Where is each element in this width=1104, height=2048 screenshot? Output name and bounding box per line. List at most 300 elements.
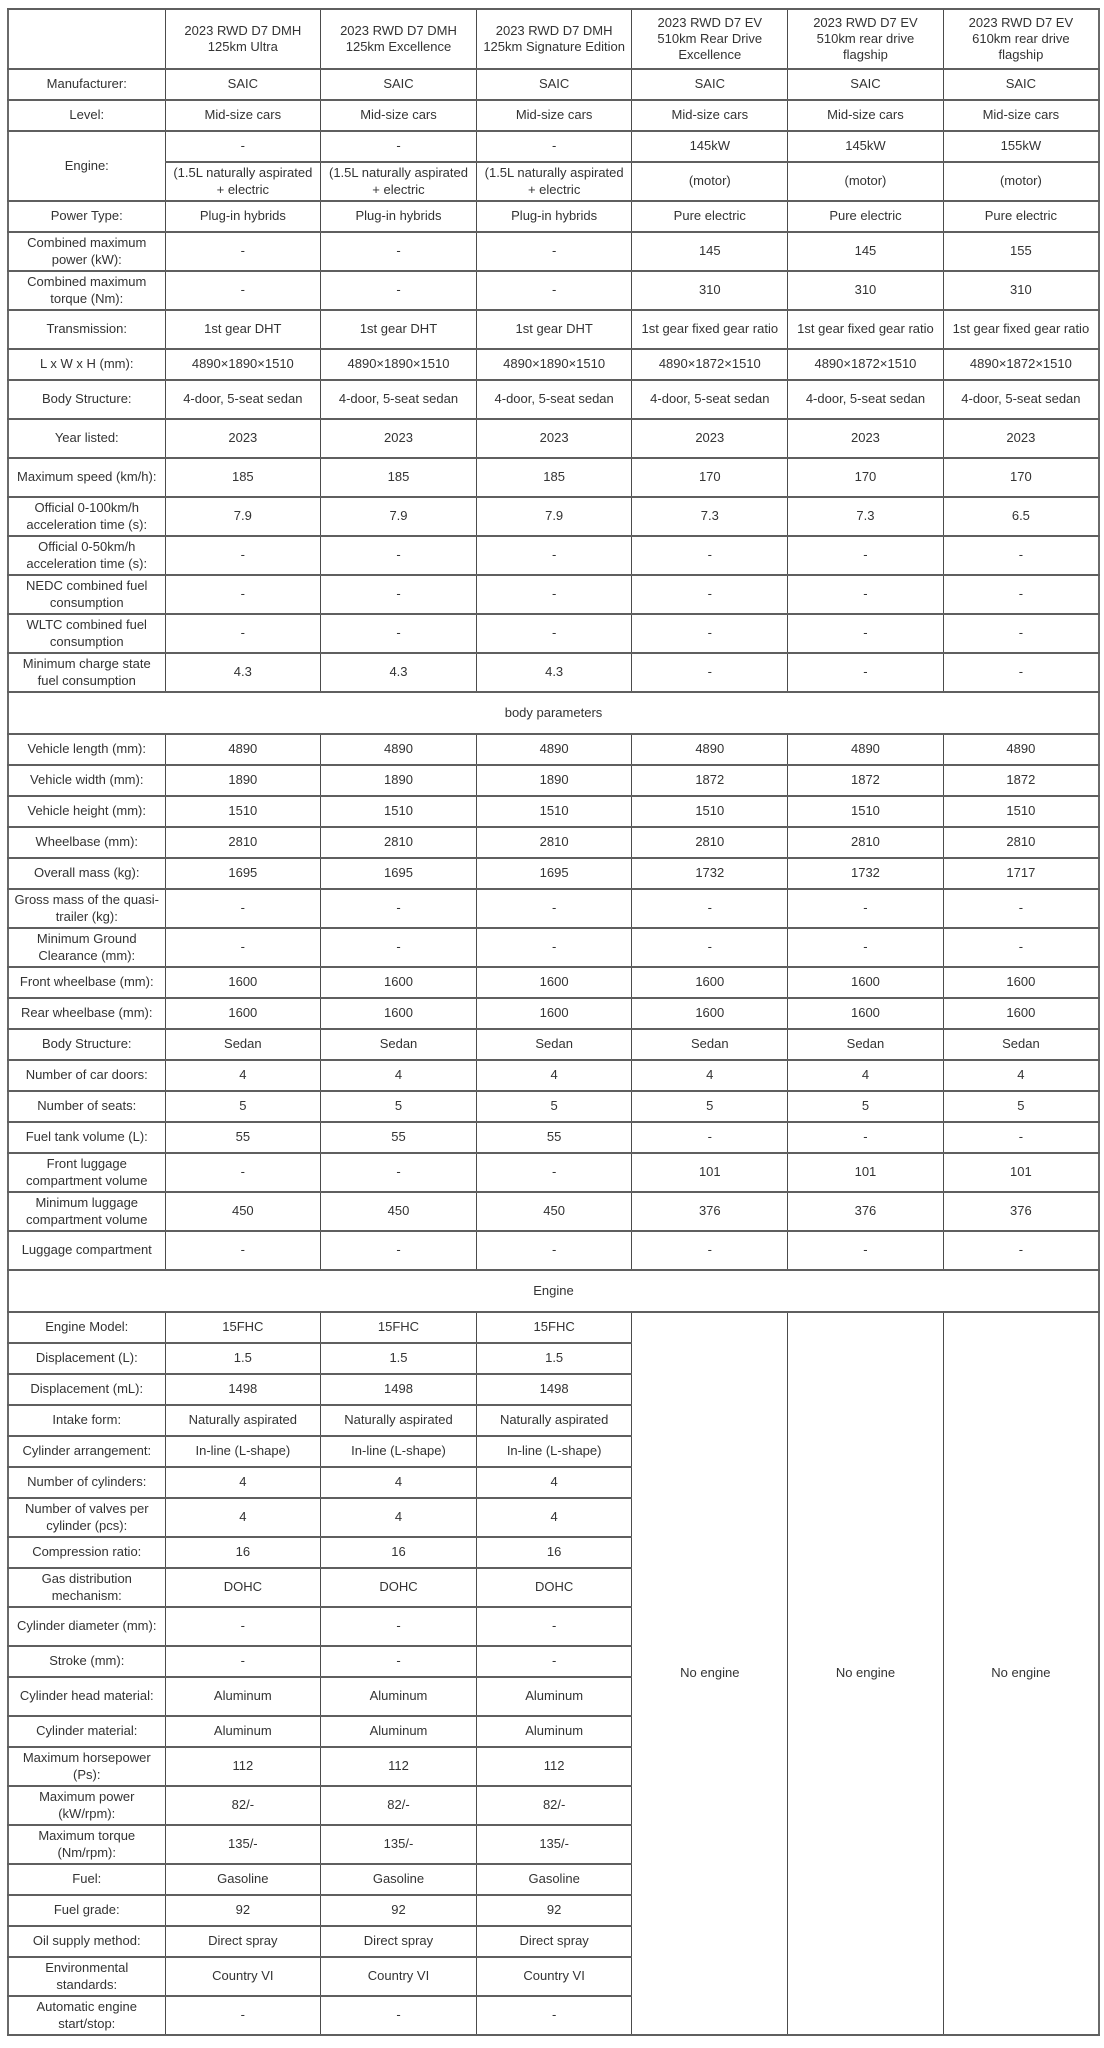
cell-value: 4890×1872×1510 <box>632 349 788 380</box>
cell-value: 7.9 <box>165 497 321 536</box>
cell-value: 170 <box>632 458 788 497</box>
cell-value: 4890×1872×1510 <box>943 349 1099 380</box>
row-label: Cylinder diameter (mm): <box>8 1607 165 1646</box>
cell-value: 6.5 <box>943 497 1099 536</box>
table-row <box>8 734 1099 765</box>
cell-value: Plug-in hybrids <box>165 201 321 232</box>
row-label: Number of seats: <box>8 1091 165 1122</box>
table-row <box>8 1122 1099 1153</box>
cell-value: 1st gear DHT <box>476 310 632 349</box>
cell-value: 4.3 <box>321 653 477 692</box>
section-row <box>8 692 1099 734</box>
table-row <box>8 858 1099 889</box>
table-row <box>8 653 1099 692</box>
cell-value: 15FHC <box>165 1312 321 1343</box>
cell-value: Direct spray <box>165 1926 321 1957</box>
cell-value: 1600 <box>788 967 944 998</box>
cell-value: 4 <box>321 1060 477 1091</box>
cell-value: 92 <box>165 1895 321 1926</box>
cell-value: 135/- <box>321 1825 477 1864</box>
cell-value: - <box>788 928 944 967</box>
cell-value: Sedan <box>943 1029 1099 1060</box>
cell-value: - <box>943 614 1099 653</box>
cell-value: 4.3 <box>165 653 321 692</box>
cell-value: - <box>321 614 477 653</box>
row-label: Maximum power (kW/rpm): <box>8 1786 165 1825</box>
cell-value: 4890×1872×1510 <box>788 349 944 380</box>
cell-value: 1498 <box>476 1374 632 1405</box>
row-label: Official 0-50km/h acceleration time (s): <box>8 536 165 575</box>
cell-value: - <box>788 889 944 928</box>
table-row <box>8 765 1099 796</box>
cell-value: - <box>476 1646 632 1677</box>
cell-value: 145 <box>788 232 944 271</box>
cell-value: 376 <box>788 1192 944 1231</box>
cell-value: - <box>476 1231 632 1270</box>
cell-value: 170 <box>943 458 1099 497</box>
cell-value: - <box>321 575 477 614</box>
cell-value: - <box>476 614 632 653</box>
column-header-row <box>8 9 1099 69</box>
cell-value: - <box>632 1231 788 1270</box>
column-header: 2023 RWD D7 DMH 125km Signature Edition <box>476 9 632 69</box>
cell-value: 1600 <box>321 967 477 998</box>
cell-value: (1.5L naturally aspirated + electric <box>476 162 632 201</box>
row-label: Body Structure: <box>8 380 165 419</box>
cell-value: 4-door, 5-seat sedan <box>165 380 321 419</box>
cell-value: Pure electric <box>943 201 1099 232</box>
cell-value: - <box>321 232 477 271</box>
row-label: Official 0-100km/h acceleration time (s): <box>8 497 165 536</box>
column-header: 2023 RWD D7 EV 510km Rear Drive Excellence <box>632 9 788 69</box>
cell-value: 5 <box>321 1091 477 1122</box>
cell-value: 1600 <box>321 998 477 1029</box>
table-row <box>8 998 1099 1029</box>
no-engine-cell: No engine <box>632 1312 788 2035</box>
cell-value: 4 <box>476 1498 632 1537</box>
cell-value: - <box>321 1231 477 1270</box>
cell-value: Sedan <box>632 1029 788 1060</box>
cell-value: 310 <box>943 271 1099 310</box>
cell-value: - <box>476 575 632 614</box>
row-label: Body Structure: <box>8 1029 165 1060</box>
cell-value: 1600 <box>632 998 788 1029</box>
row-label: Rear wheelbase (mm): <box>8 998 165 1029</box>
table-row <box>8 1312 1099 1343</box>
cell-value: - <box>632 928 788 967</box>
row-label: Minimum charge state fuel consumption <box>8 653 165 692</box>
no-engine-cell: No engine <box>788 1312 944 2035</box>
cell-value: 376 <box>632 1192 788 1231</box>
cell-value: SAIC <box>476 69 632 100</box>
cell-value: - <box>165 614 321 653</box>
table-row <box>8 536 1099 575</box>
section-header: Engine <box>8 1270 1099 1312</box>
cell-value: 7.3 <box>632 497 788 536</box>
cell-value: Aluminum <box>476 1716 632 1747</box>
cell-value: - <box>321 271 477 310</box>
cell-value: 1600 <box>476 998 632 1029</box>
table-row <box>8 575 1099 614</box>
cell-value: - <box>165 889 321 928</box>
cell-value: - <box>165 1607 321 1646</box>
row-label: Fuel grade: <box>8 1895 165 1926</box>
row-label: NEDC combined fuel consumption <box>8 575 165 614</box>
row-label: Engine: <box>8 131 165 201</box>
cell-value: 7.9 <box>476 497 632 536</box>
cell-value: 5 <box>788 1091 944 1122</box>
cell-value: - <box>943 928 1099 967</box>
cell-value: Gasoline <box>165 1864 321 1895</box>
cell-value: - <box>943 653 1099 692</box>
cell-value: SAIC <box>632 69 788 100</box>
cell-value: 1510 <box>476 796 632 827</box>
cell-value: - <box>788 1231 944 1270</box>
row-label: Engine Model: <box>8 1312 165 1343</box>
cell-value: 1890 <box>165 765 321 796</box>
cell-value: 1695 <box>165 858 321 889</box>
cell-value: 1732 <box>788 858 944 889</box>
cell-value: (1.5L naturally aspirated + electric <box>165 162 321 201</box>
cell-value: Country VI <box>165 1957 321 1996</box>
cell-value: Sedan <box>788 1029 944 1060</box>
table-row <box>8 1029 1099 1060</box>
cell-value: 1510 <box>321 796 477 827</box>
cell-value: 4 <box>321 1467 477 1498</box>
cell-value: 2023 <box>165 419 321 458</box>
row-label: Year listed: <box>8 419 165 458</box>
cell-value: 4.3 <box>476 653 632 692</box>
cell-value: (motor) <box>788 162 944 201</box>
cell-value: 1st gear fixed gear ratio <box>943 310 1099 349</box>
table-row <box>8 458 1099 497</box>
table-row <box>8 310 1099 349</box>
cell-value: - <box>165 575 321 614</box>
table-row <box>8 380 1099 419</box>
cell-value: SAIC <box>943 69 1099 100</box>
table-row <box>8 1153 1099 1192</box>
row-label: Front wheelbase (mm): <box>8 967 165 998</box>
cell-value: - <box>788 653 944 692</box>
cell-value: - <box>943 536 1099 575</box>
cell-value: 5 <box>943 1091 1099 1122</box>
row-label: Vehicle width (mm): <box>8 765 165 796</box>
cell-value: Country VI <box>321 1957 477 1996</box>
spec-table <box>7 8 1100 2036</box>
table-row <box>8 796 1099 827</box>
cell-value: 2023 <box>321 419 477 458</box>
cell-value: Mid-size cars <box>321 100 477 131</box>
cell-value: Plug-in hybrids <box>476 201 632 232</box>
cell-value: 2810 <box>788 827 944 858</box>
row-label: Combined maximum torque (Nm): <box>8 271 165 310</box>
cell-value: - <box>165 131 321 162</box>
cell-value: Aluminum <box>321 1716 477 1747</box>
row-label: Displacement (mL): <box>8 1374 165 1405</box>
row-label: Fuel tank volume (L): <box>8 1122 165 1153</box>
cell-value: - <box>321 1996 477 2035</box>
row-label: Fuel: <box>8 1864 165 1895</box>
table-row <box>8 614 1099 653</box>
cell-value: (1.5L naturally aspirated + electric <box>321 162 477 201</box>
cell-value: 170 <box>788 458 944 497</box>
cell-value: - <box>321 536 477 575</box>
cell-value: 1510 <box>788 796 944 827</box>
column-header: 2023 RWD D7 DMH 125km Ultra <box>165 9 321 69</box>
cell-value: 55 <box>476 1122 632 1153</box>
cell-value: 82/- <box>321 1786 477 1825</box>
cell-value: Sedan <box>476 1029 632 1060</box>
cell-value: 2023 <box>943 419 1099 458</box>
row-label: Gas distribution mechanism: <box>8 1568 165 1607</box>
cell-value: Aluminum <box>165 1677 321 1716</box>
cell-value: 1.5 <box>165 1343 321 1374</box>
table-row <box>8 889 1099 928</box>
cell-value: 1510 <box>632 796 788 827</box>
cell-value: Sedan <box>165 1029 321 1060</box>
table-row <box>8 100 1099 131</box>
table-row <box>8 1192 1099 1231</box>
cell-value: - <box>165 1646 321 1677</box>
cell-value: 15FHC <box>321 1312 477 1343</box>
cell-value: 1717 <box>943 858 1099 889</box>
cell-value: - <box>632 1122 788 1153</box>
cell-value: 1498 <box>321 1374 477 1405</box>
cell-value: 4 <box>165 1498 321 1537</box>
cell-value: Country VI <box>476 1957 632 1996</box>
table-row <box>8 232 1099 271</box>
row-label: Maximum speed (km/h): <box>8 458 165 497</box>
cell-value: SAIC <box>165 69 321 100</box>
cell-value: 4-door, 5-seat sedan <box>943 380 1099 419</box>
cell-value: - <box>321 131 477 162</box>
cell-value: 4890 <box>165 734 321 765</box>
table-row <box>8 271 1099 310</box>
cell-value: 16 <box>165 1537 321 1568</box>
row-label: Power Type: <box>8 201 165 232</box>
cell-value: 4 <box>632 1060 788 1091</box>
cell-value: - <box>943 575 1099 614</box>
cell-value: - <box>321 1607 477 1646</box>
cell-value: 135/- <box>476 1825 632 1864</box>
cell-value: - <box>165 1153 321 1192</box>
cell-value: DOHC <box>165 1568 321 1607</box>
table-row <box>8 928 1099 967</box>
cell-value: - <box>321 1153 477 1192</box>
section-header: body parameters <box>8 692 1099 734</box>
row-label: Level: <box>8 100 165 131</box>
table-row <box>8 131 1099 162</box>
row-label: Front luggage compartment volume <box>8 1153 165 1192</box>
cell-value: 2810 <box>165 827 321 858</box>
cell-value: 4890×1890×1510 <box>476 349 632 380</box>
cell-value: - <box>165 232 321 271</box>
table-row <box>8 1231 1099 1270</box>
cell-value: 450 <box>321 1192 477 1231</box>
cell-value: Mid-size cars <box>788 100 944 131</box>
cell-value: 155 <box>943 232 1099 271</box>
cell-value: 4 <box>165 1060 321 1091</box>
cell-value: Naturally aspirated <box>321 1405 477 1436</box>
cell-value: 4890 <box>788 734 944 765</box>
corner-cell <box>8 9 165 69</box>
cell-value: 1695 <box>321 858 477 889</box>
row-label: Overall mass (kg): <box>8 858 165 889</box>
cell-value: 1600 <box>632 967 788 998</box>
cell-value: - <box>788 536 944 575</box>
row-label: Vehicle height (mm): <box>8 796 165 827</box>
row-label: Intake form: <box>8 1405 165 1436</box>
cell-value: 1872 <box>788 765 944 796</box>
cell-value: 101 <box>788 1153 944 1192</box>
row-label: Gross mass of the quasi-trailer (kg): <box>8 889 165 928</box>
cell-value: 82/- <box>476 1786 632 1825</box>
table-row <box>8 1091 1099 1122</box>
cell-value: 4890 <box>632 734 788 765</box>
cell-value: In-line (L-shape) <box>165 1436 321 1467</box>
cell-value: Gasoline <box>476 1864 632 1895</box>
table-row <box>8 827 1099 858</box>
cell-value: Naturally aspirated <box>165 1405 321 1436</box>
row-label: Cylinder arrangement: <box>8 1436 165 1467</box>
cell-value: Plug-in hybrids <box>321 201 477 232</box>
cell-value: - <box>321 928 477 967</box>
cell-value: 376 <box>943 1192 1099 1231</box>
cell-value: 4890 <box>321 734 477 765</box>
cell-value: Aluminum <box>476 1677 632 1716</box>
cell-value: 1890 <box>321 765 477 796</box>
row-label: Minimum luggage compartment volume <box>8 1192 165 1231</box>
cell-value: 1600 <box>476 967 632 998</box>
cell-value: 15FHC <box>476 1312 632 1343</box>
cell-value: 2810 <box>632 827 788 858</box>
table-row <box>8 967 1099 998</box>
cell-value: - <box>788 614 944 653</box>
cell-value: 185 <box>321 458 477 497</box>
cell-value: 2810 <box>321 827 477 858</box>
no-engine-cell: No engine <box>943 1312 1099 2035</box>
cell-value: 1600 <box>788 998 944 1029</box>
cell-value: - <box>476 1153 632 1192</box>
cell-value: 112 <box>165 1747 321 1786</box>
cell-value: - <box>165 928 321 967</box>
cell-value: Aluminum <box>321 1677 477 1716</box>
row-label: Luggage compartment <box>8 1231 165 1270</box>
cell-value: 4-door, 5-seat sedan <box>321 380 477 419</box>
cell-value: 1600 <box>943 967 1099 998</box>
cell-value: 4-door, 5-seat sedan <box>788 380 944 419</box>
row-label: Displacement (L): <box>8 1343 165 1374</box>
section-row <box>8 1270 1099 1312</box>
table-row <box>8 349 1099 380</box>
cell-value: Mid-size cars <box>476 100 632 131</box>
cell-value: 185 <box>476 458 632 497</box>
row-label: Maximum horsepower (Ps): <box>8 1747 165 1786</box>
row-label: Stroke (mm): <box>8 1646 165 1677</box>
cell-value: 4890×1890×1510 <box>165 349 321 380</box>
cell-value: 7.3 <box>788 497 944 536</box>
cell-value: 112 <box>476 1747 632 1786</box>
cell-value: SAIC <box>321 69 477 100</box>
cell-value: 135/- <box>165 1825 321 1864</box>
cell-value: 55 <box>321 1122 477 1153</box>
cell-value: 185 <box>165 458 321 497</box>
cell-value: - <box>632 653 788 692</box>
cell-value: 4 <box>165 1467 321 1498</box>
cell-value: 1600 <box>165 967 321 998</box>
cell-value: In-line (L-shape) <box>476 1436 632 1467</box>
cell-value: 2810 <box>476 827 632 858</box>
cell-value: - <box>476 232 632 271</box>
cell-value: SAIC <box>788 69 944 100</box>
row-label: Number of car doors: <box>8 1060 165 1091</box>
table-row <box>8 1060 1099 1091</box>
cell-value: - <box>943 889 1099 928</box>
cell-value: 16 <box>321 1537 477 1568</box>
cell-value: - <box>943 1231 1099 1270</box>
table-row <box>8 419 1099 458</box>
cell-value: 1st gear fixed gear ratio <box>632 310 788 349</box>
cell-value: - <box>632 889 788 928</box>
cell-value: 4 <box>476 1060 632 1091</box>
row-label: WLTC combined fuel consumption <box>8 614 165 653</box>
cell-value: - <box>632 614 788 653</box>
cell-value: 4890×1890×1510 <box>321 349 477 380</box>
cell-value: 4-door, 5-seat sedan <box>632 380 788 419</box>
row-label: Wheelbase (mm): <box>8 827 165 858</box>
cell-value: Aluminum <box>165 1716 321 1747</box>
cell-value: 2023 <box>632 419 788 458</box>
cell-value: 1.5 <box>476 1343 632 1374</box>
cell-value: 1st gear fixed gear ratio <box>788 310 944 349</box>
cell-value: - <box>165 271 321 310</box>
cell-value: 1872 <box>632 765 788 796</box>
table-row <box>8 497 1099 536</box>
row-label: L x W x H (mm): <box>8 349 165 380</box>
cell-value: 7.9 <box>321 497 477 536</box>
row-label: Cylinder head material: <box>8 1677 165 1716</box>
cell-value: 145kW <box>788 131 944 162</box>
cell-value: 4 <box>943 1060 1099 1091</box>
cell-value: - <box>788 575 944 614</box>
cell-value: 101 <box>943 1153 1099 1192</box>
cell-value: Mid-size cars <box>165 100 321 131</box>
cell-value: 4 <box>788 1060 944 1091</box>
cell-value: 145 <box>632 232 788 271</box>
cell-value: - <box>943 1122 1099 1153</box>
cell-value: 1.5 <box>321 1343 477 1374</box>
cell-value: 1st gear DHT <box>165 310 321 349</box>
cell-value: 450 <box>165 1192 321 1231</box>
cell-value: 5 <box>165 1091 321 1122</box>
cell-value: 4-door, 5-seat sedan <box>476 380 632 419</box>
row-label: Manufacturer: <box>8 69 165 100</box>
cell-value: 1st gear DHT <box>321 310 477 349</box>
cell-value: 101 <box>632 1153 788 1192</box>
table-row <box>8 69 1099 100</box>
cell-value: 112 <box>321 1747 477 1786</box>
cell-value: 2023 <box>788 419 944 458</box>
cell-value: 4890 <box>943 734 1099 765</box>
row-label: Cylinder material: <box>8 1716 165 1747</box>
cell-value: 1510 <box>165 796 321 827</box>
table-row <box>8 162 1099 201</box>
cell-value: - <box>321 1646 477 1677</box>
cell-value: 310 <box>788 271 944 310</box>
cell-value: 1498 <box>165 1374 321 1405</box>
cell-value: - <box>165 536 321 575</box>
cell-value: 16 <box>476 1537 632 1568</box>
